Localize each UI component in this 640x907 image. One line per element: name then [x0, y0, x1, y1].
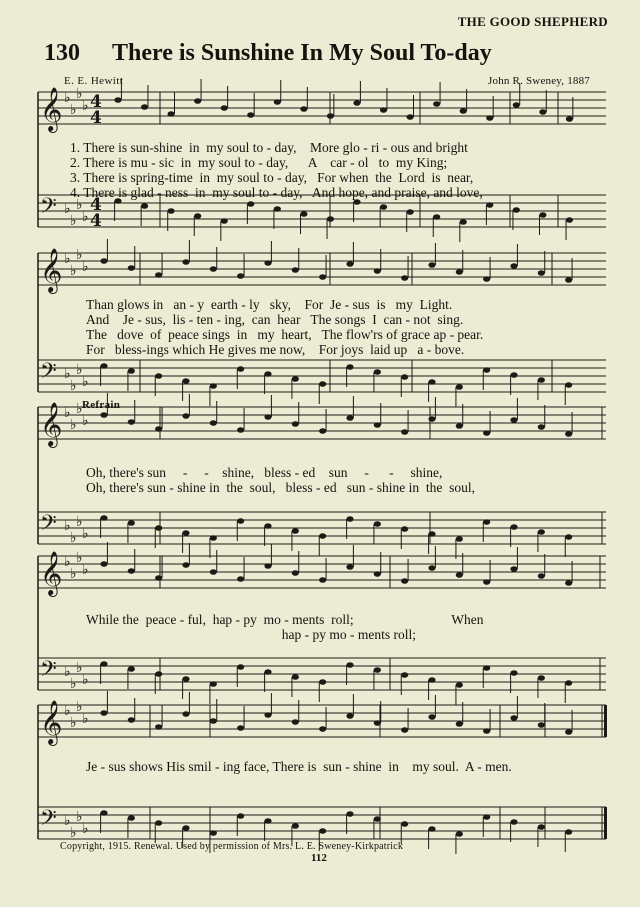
notehead — [510, 819, 517, 825]
notehead — [274, 206, 281, 212]
verse-3-line-2: The dove of peace sings in my heart, The flow'rs of grace ap - pear. — [86, 327, 484, 342]
notehead — [128, 717, 135, 723]
notehead — [510, 566, 517, 572]
notehead — [510, 715, 517, 721]
flat-icon: ♭ — [82, 209, 89, 225]
notehead — [237, 366, 244, 372]
flat-icon: ♭ — [70, 263, 77, 279]
page-number: 112 — [311, 852, 327, 864]
refrain-line-1: Oh, there's sun - - shine, bless - ed sun - - shine, — [86, 465, 443, 480]
notehead — [566, 116, 573, 122]
notehead — [401, 821, 408, 827]
notehead — [210, 535, 217, 541]
notehead — [346, 811, 353, 817]
notehead — [565, 534, 572, 540]
verse-2-line-2: And Je - sus, lis - ten - ing, can hear The songs I can - not sing. — [86, 312, 464, 327]
notehead — [433, 101, 440, 107]
refrain-line-1-alto: Oh, there's sun - shine in the soul, bless - ed sun - shine in the soul, — [86, 480, 476, 495]
notehead — [380, 107, 387, 113]
treble-clef-icon: 𝄞 — [40, 402, 63, 446]
flat-icon: ♭ — [64, 90, 71, 106]
notehead — [456, 572, 463, 578]
flat-icon: ♭ — [64, 703, 71, 719]
verse-2-line-1: 2. There is mu - sic in my soul to - day, A car - ol to my King; — [70, 155, 448, 170]
notehead — [346, 662, 353, 668]
notehead — [510, 524, 517, 530]
notehead — [221, 218, 228, 224]
notehead — [483, 367, 490, 373]
flat-icon: ♭ — [76, 362, 83, 378]
time-signature-bottom: 4 — [90, 108, 102, 128]
notehead — [319, 533, 326, 539]
notehead — [327, 113, 334, 119]
notehead — [210, 266, 217, 272]
flat-icon: ♭ — [76, 247, 83, 263]
notehead — [210, 830, 217, 836]
notehead — [510, 417, 517, 423]
notehead — [292, 674, 299, 680]
notehead — [168, 111, 175, 117]
notehead — [210, 420, 217, 426]
notehead — [264, 260, 271, 266]
notehead — [237, 518, 244, 524]
flat-icon: ♭ — [70, 676, 77, 692]
notehead — [319, 679, 326, 685]
notehead — [100, 561, 107, 567]
notehead — [264, 523, 271, 529]
notehead — [374, 369, 381, 375]
notehead — [237, 273, 244, 279]
flat-icon: ♭ — [76, 550, 83, 566]
notehead — [428, 416, 435, 422]
notehead — [513, 207, 520, 213]
copyright-notice: Copyright, 1915. Renewal. Used by permission of Mrs. L. E. Sweney-Kirkpatrick — [60, 841, 404, 852]
notehead — [327, 216, 334, 222]
notehead — [346, 516, 353, 522]
notehead — [210, 681, 217, 687]
notehead — [264, 371, 271, 377]
notehead — [346, 713, 353, 719]
notehead — [128, 520, 135, 526]
notehead — [538, 529, 545, 535]
notehead — [155, 272, 162, 278]
notehead — [380, 204, 387, 210]
notehead — [128, 666, 135, 672]
notehead — [456, 269, 463, 275]
verse-1-line-2: Than glows in an - y earth - ly sky, For Je - sus is my Light. — [86, 297, 453, 312]
flat-icon: ♭ — [70, 378, 77, 394]
flat-icon: ♭ — [64, 201, 71, 217]
notehead — [346, 415, 353, 421]
flat-icon: ♭ — [64, 813, 71, 829]
flat-icon: ♭ — [82, 413, 89, 429]
flat-icon: ♭ — [64, 664, 71, 680]
notehead — [210, 718, 217, 724]
bass-clef-icon: 𝄢 — [40, 194, 57, 224]
notehead — [168, 208, 175, 214]
notehead — [539, 109, 546, 115]
flat-icon: ♭ — [82, 821, 89, 837]
notehead — [353, 100, 360, 106]
notehead — [237, 664, 244, 670]
flat-icon: ♭ — [70, 715, 77, 731]
notehead — [100, 710, 107, 716]
notehead — [539, 212, 546, 218]
notehead — [247, 201, 254, 207]
verse-4-line-1: 4. There is glad - ness in my soul to - day, And hope, and praise, and love, — [70, 185, 483, 200]
notehead — [210, 383, 217, 389]
notehead — [460, 219, 467, 225]
notehead — [319, 381, 326, 387]
hymn-title: There is Sunshine In My Soul To-day — [112, 40, 492, 66]
notehead — [428, 826, 435, 832]
notehead — [407, 209, 414, 215]
notehead — [300, 106, 307, 112]
notehead — [210, 569, 217, 575]
notehead — [141, 104, 148, 110]
flat-icon: ♭ — [82, 526, 89, 542]
notehead — [374, 422, 381, 428]
flat-icon: ♭ — [70, 530, 77, 546]
notehead — [155, 724, 162, 730]
notehead — [538, 270, 545, 276]
notehead — [565, 277, 572, 283]
notehead — [401, 727, 408, 733]
notehead — [100, 363, 107, 369]
notehead — [483, 519, 490, 525]
notehead — [155, 525, 162, 531]
notehead — [538, 824, 545, 830]
notehead — [565, 729, 572, 735]
notehead — [182, 530, 189, 536]
hymn-number: 130 — [44, 40, 80, 66]
flat-icon: ♭ — [82, 672, 89, 688]
notehead — [565, 382, 572, 388]
notehead — [319, 828, 326, 834]
notehead — [182, 259, 189, 265]
notehead — [292, 570, 299, 576]
notehead — [374, 268, 381, 274]
notehead — [300, 211, 307, 217]
composer-credit: John R. Sweney, 1887 — [488, 75, 590, 87]
bass-clef-icon: 𝄢 — [40, 359, 57, 389]
flat-icon: ♭ — [82, 711, 89, 727]
notehead — [264, 669, 271, 675]
notehead — [486, 115, 493, 121]
notehead — [100, 515, 107, 521]
notehead — [319, 726, 326, 732]
notehead — [401, 275, 408, 281]
notehead — [486, 202, 493, 208]
notehead — [155, 426, 162, 432]
notehead — [194, 213, 201, 219]
notehead — [456, 831, 463, 837]
notehead — [128, 265, 135, 271]
notehead — [565, 580, 572, 586]
flat-icon: ♭ — [82, 98, 89, 114]
notehead — [374, 667, 381, 673]
notehead — [538, 573, 545, 579]
notehead — [155, 671, 162, 677]
notehead — [401, 526, 408, 532]
flat-icon: ♭ — [70, 417, 77, 433]
notehead — [319, 428, 326, 434]
notehead — [510, 670, 517, 676]
notehead — [374, 571, 381, 577]
refrain-label: Refrain — [82, 399, 121, 411]
notehead — [182, 825, 189, 831]
notehead — [483, 728, 490, 734]
notehead — [346, 564, 353, 570]
flat-icon: ♭ — [76, 660, 83, 676]
flat-icon: ♭ — [82, 562, 89, 578]
notehead — [428, 565, 435, 571]
notehead — [155, 575, 162, 581]
notehead — [401, 429, 408, 435]
flat-icon: ♭ — [76, 699, 83, 715]
notehead — [456, 721, 463, 727]
bass-clef-icon: 𝄢 — [40, 511, 57, 541]
notehead — [565, 431, 572, 437]
notehead — [566, 217, 573, 223]
notehead — [237, 576, 244, 582]
notehead — [182, 562, 189, 568]
flat-icon: ♭ — [70, 825, 77, 841]
notehead — [483, 430, 490, 436]
verse-4-line-2: For bless-ings which He gives me now, For joys laid up a - bove. — [86, 342, 465, 357]
notehead — [428, 531, 435, 537]
notehead — [460, 108, 467, 114]
bass-clef-icon: 𝄢 — [40, 657, 57, 687]
verse-1-line-1: 1. There is sun-shine in my soul to - day, More glo - ri - ous and bright — [70, 140, 468, 155]
flat-icon: ♭ — [70, 566, 77, 582]
notehead — [182, 676, 189, 682]
flat-icon: ♭ — [64, 366, 71, 382]
notehead — [401, 578, 408, 584]
notehead — [510, 263, 517, 269]
notehead — [483, 276, 490, 282]
notehead — [407, 114, 414, 120]
flat-icon: ♭ — [76, 809, 83, 825]
notehead — [155, 373, 162, 379]
notehead — [247, 112, 254, 118]
notehead — [182, 413, 189, 419]
notehead — [182, 711, 189, 717]
notehead — [292, 528, 299, 534]
notehead — [100, 810, 107, 816]
time-signature-top: 4 — [90, 92, 102, 112]
flat-icon: ♭ — [64, 251, 71, 267]
flat-icon: ♭ — [76, 401, 83, 417]
notehead — [374, 521, 381, 527]
notehead — [538, 377, 545, 383]
notehead — [428, 262, 435, 268]
notehead — [456, 384, 463, 390]
notehead — [401, 374, 408, 380]
notehead — [264, 818, 271, 824]
notehead — [428, 714, 435, 720]
notehead — [353, 199, 360, 205]
notehead — [319, 274, 326, 280]
notehead — [374, 816, 381, 822]
notehead — [456, 536, 463, 542]
time-signature-top: 4 — [90, 195, 102, 215]
notehead — [264, 563, 271, 569]
flat-icon: ♭ — [70, 213, 77, 229]
notehead — [346, 364, 353, 370]
flat-icon: ♭ — [82, 374, 89, 390]
flat-icon: ♭ — [64, 518, 71, 534]
notehead — [128, 815, 135, 821]
flat-icon: ♭ — [64, 554, 71, 570]
treble-clef-icon: 𝄞 — [40, 551, 63, 595]
notehead — [346, 261, 353, 267]
notehead — [483, 665, 490, 671]
notehead — [428, 379, 435, 385]
flat-icon: ♭ — [76, 86, 83, 102]
treble-clef-icon: 𝄞 — [40, 700, 63, 744]
notehead — [483, 579, 490, 585]
notehead — [374, 720, 381, 726]
notehead — [155, 820, 162, 826]
verse-3-line-1: 3. There is spring-time in my soul to - day, For when the Lord is near, — [70, 170, 474, 185]
refrain-line-2: While the peace - ful, hap - py mo - ments roll; When — [86, 612, 484, 627]
notehead — [264, 712, 271, 718]
notehead — [100, 412, 107, 418]
notehead — [182, 378, 189, 384]
notehead — [538, 675, 545, 681]
notehead — [141, 203, 148, 209]
treble-clef-icon: 𝄞 — [40, 248, 63, 292]
flat-icon: ♭ — [64, 405, 71, 421]
notehead — [264, 414, 271, 420]
flat-icon: ♭ — [76, 514, 83, 530]
notehead — [538, 424, 545, 430]
notehead — [401, 672, 408, 678]
notehead — [292, 823, 299, 829]
section-heading: THE GOOD SHEPHERD — [457, 14, 608, 29]
notehead — [128, 368, 135, 374]
treble-clef-icon: 𝄞 — [40, 87, 63, 131]
notehead — [100, 258, 107, 264]
notehead — [292, 421, 299, 427]
author-credit: E. E. Hewitt — [64, 75, 124, 87]
notehead — [292, 376, 299, 382]
flat-icon: ♭ — [70, 102, 77, 118]
notehead — [538, 722, 545, 728]
notehead — [194, 98, 201, 104]
notehead — [237, 427, 244, 433]
notehead — [510, 372, 517, 378]
notehead — [274, 99, 281, 105]
notehead — [565, 680, 572, 686]
notehead — [292, 267, 299, 273]
notehead — [100, 661, 107, 667]
notehead — [128, 419, 135, 425]
notehead — [221, 105, 228, 111]
notehead — [565, 829, 572, 835]
refrain-line-3: Je - sus shows His smil - ing face, There is sun - shine in my soul. A - men. — [86, 759, 512, 774]
flat-icon: ♭ — [76, 197, 83, 213]
notehead — [428, 677, 435, 683]
notehead — [237, 725, 244, 731]
notehead — [456, 423, 463, 429]
notehead — [513, 102, 520, 108]
notehead — [128, 568, 135, 574]
notehead — [292, 719, 299, 725]
bass-clef-icon: 𝄢 — [40, 806, 57, 836]
notehead — [483, 814, 490, 820]
time-signature-bottom: 4 — [90, 211, 102, 231]
final-bar-thick — [604, 807, 607, 839]
notehead — [433, 214, 440, 220]
notehead — [319, 577, 326, 583]
notehead — [456, 682, 463, 688]
notehead — [237, 813, 244, 819]
final-bar-thick — [604, 705, 607, 737]
flat-icon: ♭ — [82, 259, 89, 275]
refrain-line-2-alto: hap - py mo - ments roll; — [86, 627, 416, 642]
notehead — [114, 97, 121, 103]
